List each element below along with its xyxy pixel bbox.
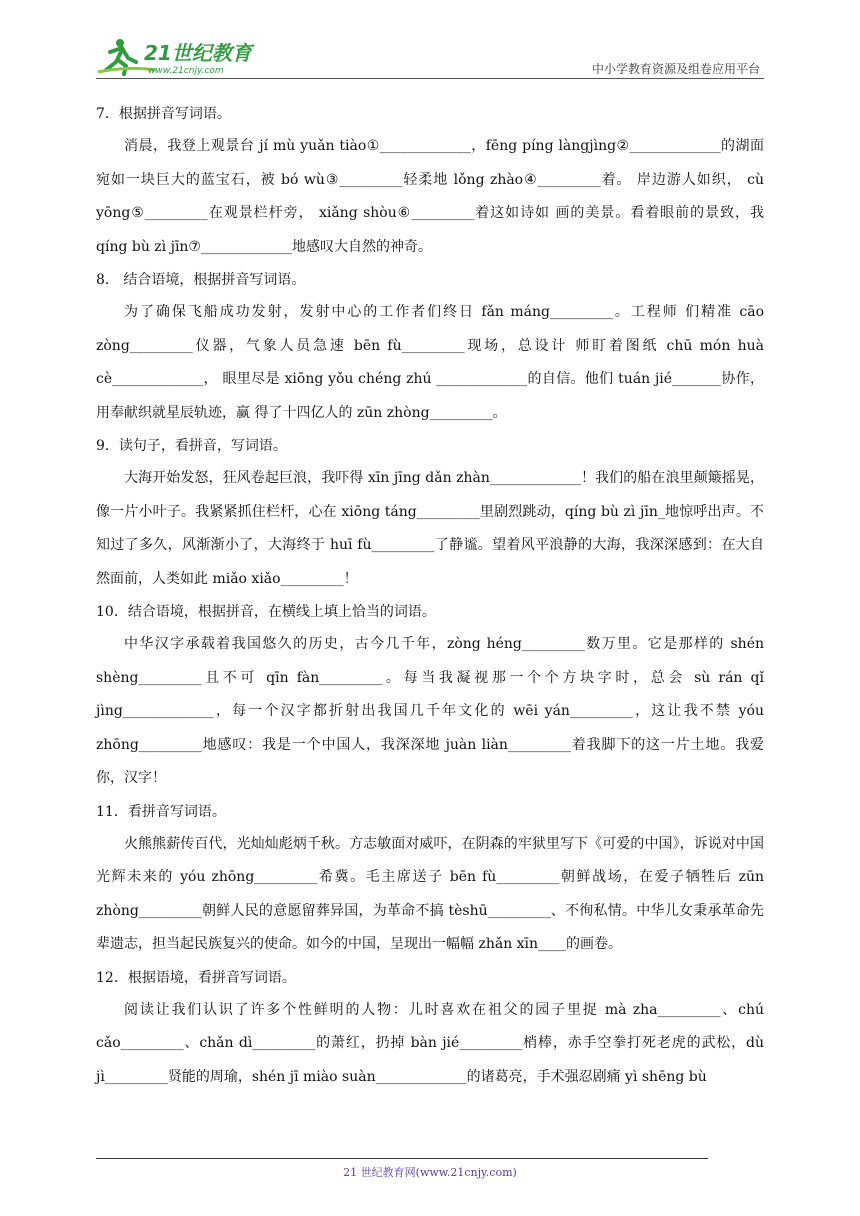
question-body: 中华汉字承载着我国悠久的历史，古今几千年，zòng héng_________数万里。它是那样的 shén shèng_________且不可 qīn fàn_________。每当我凝视那一个个方块字时，总会 sù rán qǐ jìng_____________，每一个汉字都折射出我国几千年文化的 wēi yán_________，这让我不禁 yóu zhōng_________地感叹：我是一个中国人，我深深地 juàn liàn_________着我脚下的这一片土地。我爱你，汉字！ (96, 636, 764, 786)
question-body: 大海开始发怒，狂风卷起巨浪，我吓得 xīn jīng dǎn zhàn_____________！我们的船在浪里颠簸摇晃，像一片小叶子。我紧紧抓住栏杆，心在 xiōng táng_________里剧烈跳动，qíng bù zì jīn_地惊呼出声。不知过了多久，风渐渐小了，大海终于 huī fù_________了静谧。望着风平浪静的大海，我深深感到：在大自然面前，人类如此 miǎo xiǎo_________！ (96, 470, 764, 587)
question-9 (96, 430, 764, 596)
question-title: 12．根据语境，看拼音写词语。 (96, 969, 296, 986)
logo-url: www.21cnjy.com (148, 66, 224, 76)
question-body: 火熊熊薪传百代，光灿灿彪炳千秋。方志敏面对威吓，在阴森的牢狱里写下《可爱的中国》，诉说对中国光辉未来的 yóu zhōng_________希冀。毛主席送子 bēn fù_________朝鲜战场，在爱子牺牲后 zūn zhòng_________朝鲜人民的意愿留葬异国，为革命不搞 tèshū_________、不徇私情。中华儿女秉承革命先辈遗志，担当起民族复兴的使命。如今的中国，呈现出一幅幅 zhǎn xīn____的画卷。 (96, 835, 764, 952)
header-divider (96, 78, 764, 79)
question-title: 9．读句子，看拼音，写词语。 (96, 438, 287, 454)
logo-title: 21世纪教育 (144, 41, 252, 65)
question-11 (96, 796, 764, 962)
footer-divider (96, 1158, 708, 1159)
question-8 (96, 264, 764, 430)
question-title: 7．根据拼音写词语。 (96, 106, 231, 122)
platform-name: 中小学教育资源及组卷应用平台 (591, 62, 760, 76)
question-body: 为了确保飞船成功发射，发射中心的工作者们终日 fǎn máng_________。工程师 们精准 cāo zòng_________仪器，气象人员急速 bēn fù_________现场，总设计 师盯着图纸 chū món huà cè_____________， 眼里尽是 xiōng yǒu chéng zhú _____________的自信。他们 tuán jié_______协作，用奉献织就星辰轨迹，赢 得了十四亿人的 zūn zhòng_________。 (96, 304, 764, 421)
question-title: 10．结合语境，根据拼音，在横线上填上恰当的词语。 (96, 604, 436, 620)
question-body: 消晨，我登上观景台 jí mù yuǎn tiào①_____________，fēng píng làngjìng②_____________的湖面宛如一块巨大的蓝宝石，被 bó wù③_________轻柔地 lǒng zhào④_________着。 岸边游人如织， cù yōng⑤_________在观景栏杆旁， xiǎng shòu⑥_________着这如诗如 画的美景。看着眼前的景致，我 qíng bù zì jīn⑦_____________地感叹大自然的神奇。 (96, 138, 764, 255)
question-12 (96, 962, 764, 1095)
question-10 (96, 596, 764, 796)
question-title: 8． 结合语境，根据拼音写词语。 (96, 272, 306, 288)
question-title: 11．看拼音写词语。 (96, 803, 226, 820)
worksheet-content (96, 98, 764, 1094)
site-logo (96, 36, 266, 78)
page-header (96, 30, 764, 80)
question-body: 阅读让我们认识了许多个性鲜明的人物：儿时喜欢在祖父的园子里捉 mà zha_________、chú cǎo_________、chǎn dì_________的萧红，扔掉 bàn jié_________梢棒，赤手空拳打死老虎的武松，dù jì_________贤能的周瑜，shén jī miào suàn_____________的诸葛亮，手术强忍剧痛 yì shēng bù (96, 1001, 764, 1085)
page-footer[interactable]: 21 世纪教育网(www.21cnjy.com) (343, 1166, 517, 1179)
question-7 (96, 98, 764, 264)
